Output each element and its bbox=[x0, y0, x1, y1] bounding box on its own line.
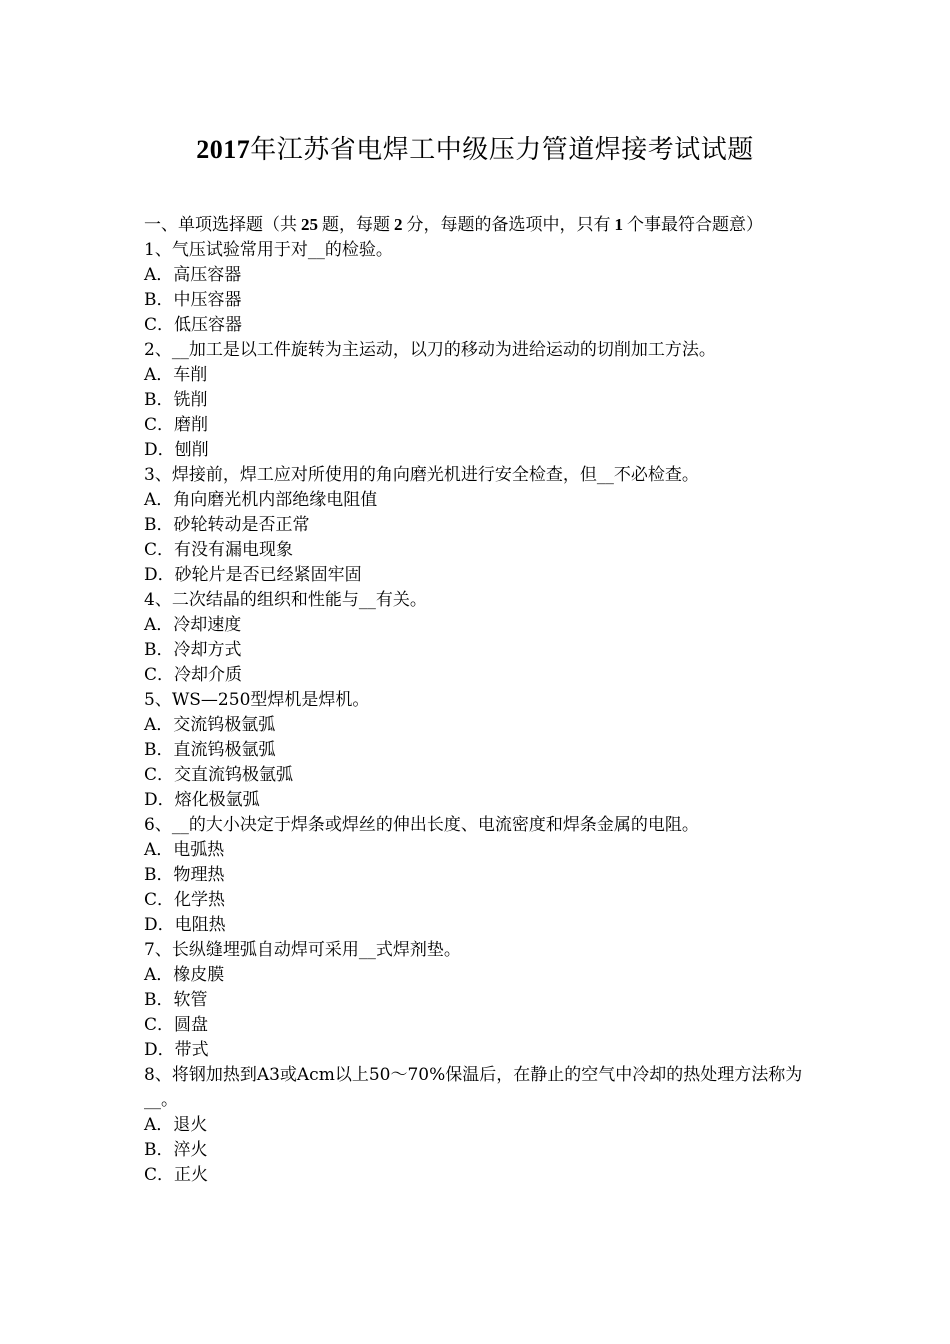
section-heading-part: 分，每题的备选项中，只有 bbox=[406, 215, 611, 235]
question-7 bbox=[144, 938, 808, 1063]
title-year: 2017 bbox=[196, 135, 251, 164]
question-2 bbox=[144, 338, 808, 463]
title-text: 年江苏省电焊工中级压力管道焊接考试试题 bbox=[250, 135, 754, 165]
option: B．直流钨极氩弧 bbox=[144, 740, 276, 760]
option: A．车削 bbox=[144, 365, 208, 385]
option: B．砂轮转动是否正常 bbox=[144, 515, 310, 535]
option: A．角向磨光机内部绝缘电阻值 bbox=[144, 490, 378, 510]
section-heading-part: 个事最符合题意） bbox=[627, 215, 763, 235]
question-text: 6、__的大小决定于焊条或焊丝的伸出长度、电流密度和焊条金属的电阻。 bbox=[144, 815, 699, 835]
option: D．砂轮片是否已经紧固牢固 bbox=[144, 565, 362, 585]
option: A．高压容器 bbox=[144, 265, 242, 285]
option: A．电弧热 bbox=[144, 840, 225, 860]
document-body bbox=[144, 212, 808, 1188]
option: A．退火 bbox=[144, 1115, 208, 1135]
option: C．低压容器 bbox=[144, 315, 243, 335]
question-text: 8、将钢加热到A3或Acm以上50～70%保温后，在静止的空气中冷却的热处理方法称为__。 bbox=[144, 1065, 803, 1110]
option: B．冷却方式 bbox=[144, 640, 242, 660]
document-title bbox=[0, 130, 950, 170]
option: C．有没有漏电现象 bbox=[144, 540, 294, 560]
question-1 bbox=[144, 238, 808, 338]
option: A．交流钨极氩弧 bbox=[144, 715, 276, 735]
question-text: 1、气压试验常用于对__的检验。 bbox=[144, 240, 393, 260]
option: D．刨削 bbox=[144, 440, 209, 460]
option: B．物理热 bbox=[144, 865, 225, 885]
question-count: 25 bbox=[301, 215, 318, 234]
question-text: 4、二次结晶的组织和性能与__有关。 bbox=[144, 590, 427, 610]
correct-option-count: 1 bbox=[614, 215, 623, 234]
option: D．电阻热 bbox=[144, 915, 226, 935]
question-text: 3、焊接前，焊工应对所使用的角向磨光机进行安全检查，但__不必检查。 bbox=[144, 465, 699, 485]
option: B．软管 bbox=[144, 990, 208, 1010]
option: C．化学热 bbox=[144, 890, 226, 910]
question-4 bbox=[144, 588, 808, 688]
option: C．磨削 bbox=[144, 415, 209, 435]
option: C．圆盘 bbox=[144, 1015, 209, 1035]
option: A．冷却速度 bbox=[144, 615, 242, 635]
option: B．铣削 bbox=[144, 390, 208, 410]
section-heading bbox=[144, 212, 808, 238]
option: C．正火 bbox=[144, 1165, 209, 1185]
option: B．淬火 bbox=[144, 1140, 208, 1160]
option: D．带式 bbox=[144, 1040, 209, 1060]
option: D．熔化极氩弧 bbox=[144, 790, 260, 810]
option: A．橡皮膜 bbox=[144, 965, 225, 985]
option: B．中压容器 bbox=[144, 290, 242, 310]
question-8 bbox=[144, 1063, 808, 1188]
question-text: 2、__加工是以工件旋转为主运动，以刀的移动为进给运动的切削加工方法。 bbox=[144, 340, 716, 360]
section-heading-part: 题，每题 bbox=[322, 215, 390, 235]
option: C．冷却介质 bbox=[144, 665, 243, 685]
points-per-question: 2 bbox=[394, 215, 403, 234]
option: C．交直流钨极氩弧 bbox=[144, 765, 294, 785]
question-text: 5、WS—250型焊机是焊机。 bbox=[144, 690, 370, 710]
question-text: 7、长纵缝埋弧自动焊可采用__式焊剂垫。 bbox=[144, 940, 461, 960]
section-heading-part: 一、单项选择题（共 bbox=[144, 215, 297, 235]
question-6 bbox=[144, 813, 808, 938]
question-3 bbox=[144, 463, 808, 588]
question-5 bbox=[144, 688, 808, 813]
